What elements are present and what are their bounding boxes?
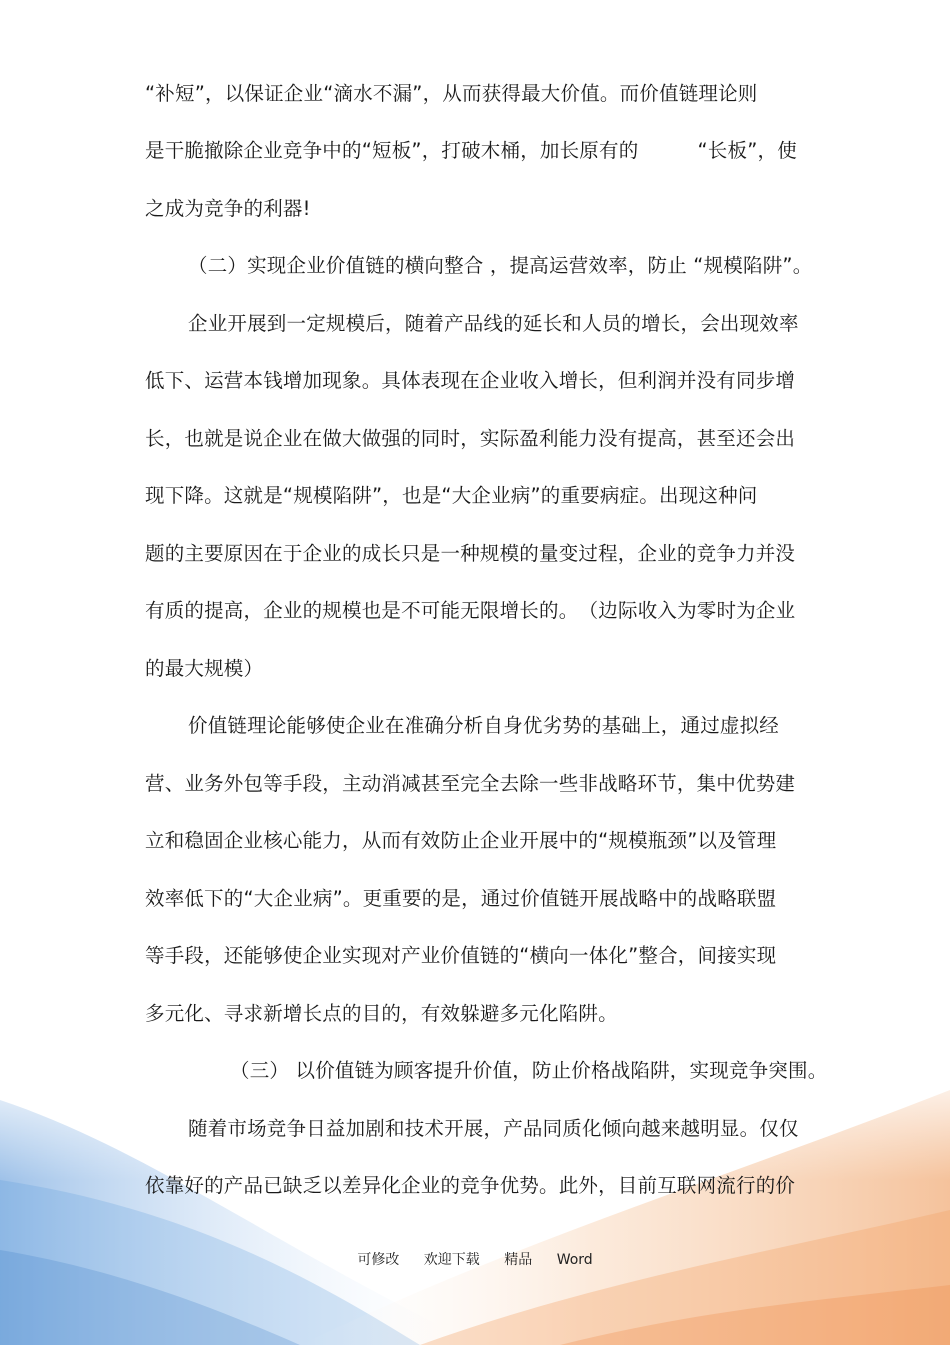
text-line: 的最大规模） (145, 657, 264, 680)
text-line: 现下降。这就是“规模陷阱”，也是“大企业病”的重要病症。出现这种问 (145, 484, 758, 507)
footer-item-editable: 可修改 (357, 1252, 400, 1268)
paragraph-first-line: 随着市场竞争日益加剧和技术开展，产品同质化倾向越来越明显。仅仅 (188, 1117, 799, 1140)
text-line: 营、业务外包等手段，主动消减甚至完全去除一些非战略环节，集中优势建 (145, 772, 796, 795)
text-line: 等手段，还能够使企业实现对产业价值链的“横向一体化”整合，间接实现 (145, 944, 777, 967)
text-line: “补短”，以保证企业“滴水不漏”，从而获得最大价值。而价值链理论则 (145, 82, 758, 105)
section-heading: （二）实现企业价值链的横向整合 ，提高运营效率，防止 “规模陷阱”。 (188, 254, 813, 277)
footer-item-download: 欢迎下载 (423, 1252, 480, 1268)
text-line: 题的主要原因在于企业的成长只是一种规模的量变过程，企业的竞争力并没 (145, 542, 796, 565)
text-line: 低下、运营本钱增加现象。具体表现在企业收入增长，但利润并没有同步增 (145, 369, 796, 392)
text-line: 多元化、寻求新增长点的目的，有效躲避多元化陷阱。 (145, 1002, 618, 1025)
text-line: 是干脆撤除企业竞争中的“短板”，打破木桶，加长原有的 “长板”，使 (145, 139, 797, 162)
text-line: 之成为竞争的利器! (145, 197, 311, 220)
text-line: 依靠好的产品已缺乏以差异化企业的竞争优势。此外，目前互联网流行的价 (145, 1174, 796, 1197)
text-line: 有质的提高，企业的规模也是不可能无限增长的。 （边际收入为零时为企业 (145, 599, 796, 622)
footer-item-word: Word (556, 1252, 593, 1268)
paragraph-first-line: 价值链理论能够使企业在准确分析自身优劣势的基础上，通过虚拟经 (188, 714, 780, 737)
text-line: 立和稳固企业核心能力，从而有效防止企业开展中的“规模瓶颈”以及管理 (145, 829, 777, 852)
paragraph-first-line: 企业开展到一定规模后，随着产品线的延长和人员的增长，会出现效率 (188, 312, 799, 335)
section-heading: （三） 以价值链为顾客提升价值，防止价格战陷阱，实现竞争突围。 (230, 1059, 828, 1082)
page-footer (0, 1249, 950, 1269)
text-line: 效率低下的“大企业病”。更重要的是，通过价值链开展战略中的战略联盟 (145, 887, 777, 910)
text-line: 长，也就是说企业在做大做强的同时，实际盈利能力没有提高，甚至还会出 (145, 427, 796, 450)
footer-item-premium: 精品 (504, 1252, 533, 1268)
